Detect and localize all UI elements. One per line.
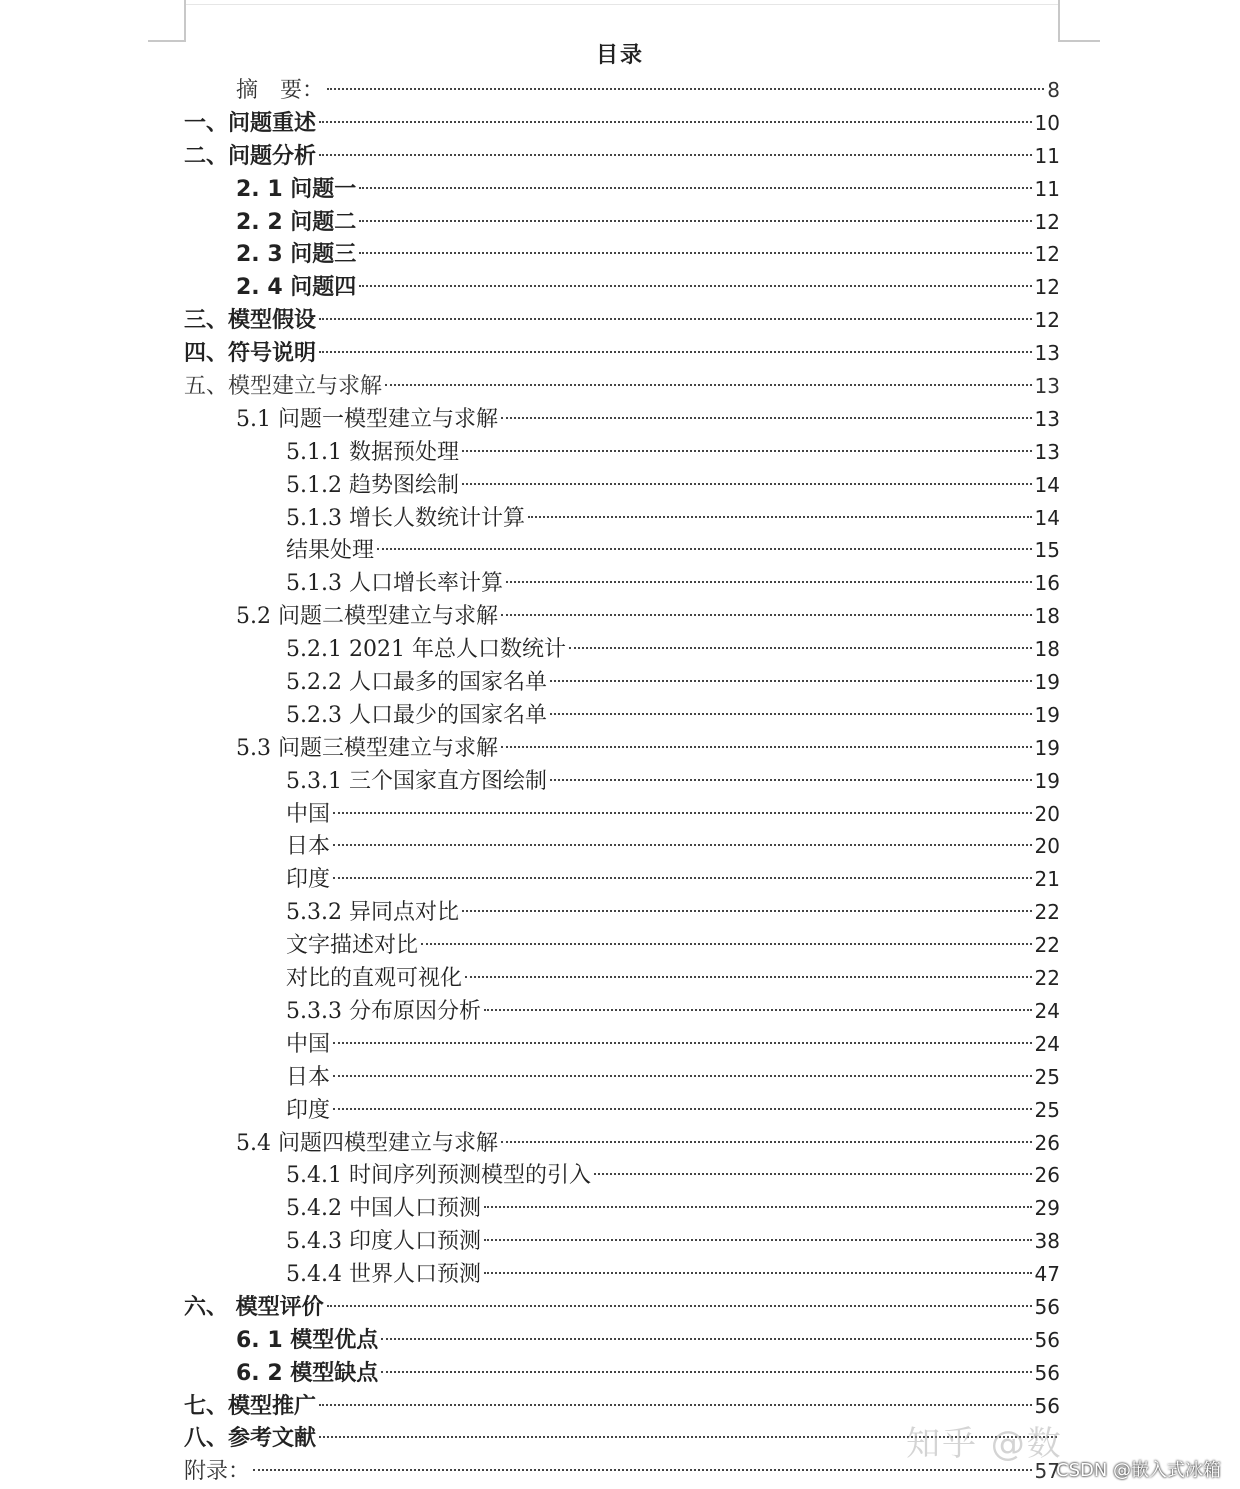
page-top-edge <box>186 4 1058 5</box>
toc-entry-label: 5.1.3 增长人数统计计算 <box>286 505 525 531</box>
toc-entry-label: 2. 3 问题三 <box>236 242 357 268</box>
toc-dot-leader <box>465 976 1032 978</box>
toc-entry-page-number: 25 <box>1034 1097 1060 1122</box>
toc-entry[interactable] <box>184 469 1060 502</box>
toc-entry-page-number: 56 <box>1034 1393 1060 1418</box>
toc-entry[interactable] <box>184 337 1060 370</box>
toc-entry[interactable] <box>184 271 1060 304</box>
toc-entry-label: 印度 <box>286 867 331 893</box>
toc-entry[interactable] <box>184 962 1060 995</box>
toc-entry-page-number: 12 <box>1034 209 1060 234</box>
toc-entry-label: 印度 <box>286 1097 331 1123</box>
toc-entry-label: 5.3 问题三模型建立与求解 <box>236 735 498 761</box>
toc-dot-leader <box>359 252 1031 254</box>
toc-entry-page-number: 25 <box>1034 1064 1060 1089</box>
toc-dot-leader <box>528 516 1032 518</box>
toc-entry[interactable] <box>184 403 1060 436</box>
toc-dot-leader <box>381 1338 1031 1340</box>
toc-entry-label: 6. 2 模型缺点 <box>236 1360 379 1386</box>
toc-entry[interactable] <box>184 666 1060 699</box>
toc-dot-leader <box>594 1173 1032 1175</box>
toc-entry-page-number: 56 <box>1034 1327 1060 1352</box>
toc-entry-page-number: 16 <box>1034 571 1060 596</box>
toc-dot-leader <box>333 812 1032 814</box>
toc-entry-page-number: 38 <box>1034 1229 1060 1254</box>
toc-entry[interactable] <box>184 699 1060 732</box>
toc-dot-leader <box>333 1075 1032 1077</box>
toc-entry[interactable] <box>184 370 1060 403</box>
toc-dot-leader <box>421 943 1032 945</box>
toc-entry-label: 5.2.3 人口最少的国家名单 <box>286 702 547 728</box>
toc-entry-page-number: 22 <box>1034 933 1060 958</box>
toc-entry-label: 2. 1 问题一 <box>236 176 357 202</box>
toc-dot-leader <box>569 647 1032 649</box>
toc-entry[interactable] <box>184 304 1060 337</box>
page-title: 目录 <box>595 43 644 68</box>
toc-entry-label: 5.4 问题四模型建立与求解 <box>236 1130 498 1156</box>
toc-entry-label: 文字描述对比 <box>286 933 419 959</box>
toc-entry-label: 二、问题分析 <box>184 143 317 169</box>
toc-entry-page-number: 20 <box>1034 834 1060 859</box>
toc-entry-label: 5.1.2 趋势图绘制 <box>286 472 459 498</box>
toc-entry-page-number: 56 <box>1034 1294 1060 1319</box>
toc-dot-leader <box>484 1009 1032 1011</box>
toc-entry[interactable] <box>184 798 1060 831</box>
toc-entry-page-number: 24 <box>1034 1031 1060 1056</box>
toc-entry-label: 三、模型假设 <box>184 308 317 334</box>
toc-dot-leader <box>462 450 1032 452</box>
toc-dot-leader <box>319 318 1032 320</box>
toc-entry[interactable] <box>184 1028 1060 1061</box>
toc-entry-label: 5.2 问题二模型建立与求解 <box>236 604 498 630</box>
toc-entry-page-number: 56 <box>1034 1360 1060 1385</box>
toc-entry-page-number: 13 <box>1034 374 1060 399</box>
toc-entry-page-number: 14 <box>1034 505 1060 530</box>
toc-entry-label: 5.3.3 分布原因分析 <box>286 998 481 1024</box>
toc-dot-leader <box>333 877 1032 879</box>
toc-entry-page-number: 57 <box>1034 1459 1060 1484</box>
toc-dot-leader <box>327 1305 1032 1307</box>
toc-entry-label: 5.1 问题一模型建立与求解 <box>236 406 498 432</box>
toc-entry-page-number: 22 <box>1034 966 1060 991</box>
toc-entry-page-number: 10 <box>1034 110 1060 135</box>
toc-dot-leader <box>377 548 1032 550</box>
toc-entry-page-number: 19 <box>1034 702 1060 727</box>
toc-entry-label: 5.4.4 世界人口预测 <box>286 1262 481 1288</box>
toc-dot-leader <box>381 1371 1031 1373</box>
zhihu-watermark: 知乎 @数 <box>906 1424 1063 1464</box>
toc-entry-label: 日本 <box>286 834 331 860</box>
toc-entry-label: 摘 要： <box>236 78 325 103</box>
toc-entry[interactable] <box>184 173 1060 206</box>
toc-entry-page-number: 19 <box>1034 768 1060 793</box>
toc-entry-page-number: 24 <box>1034 998 1060 1023</box>
toc-dot-leader <box>550 680 1032 682</box>
toc-entry[interactable] <box>184 995 1060 1028</box>
toc-entry-page-number: 29 <box>1034 1196 1060 1221</box>
toc-entry-label: 5.3.1 三个国家直方图绘制 <box>286 768 547 794</box>
toc-entry[interactable] <box>184 1094 1060 1127</box>
toc-entry-page-number: 11 <box>1034 143 1060 168</box>
toc-entry[interactable] <box>184 1258 1060 1291</box>
toc-entry-page-number: 47 <box>1034 1262 1060 1287</box>
toc-entry[interactable] <box>184 534 1060 567</box>
toc-entry[interactable] <box>184 600 1060 633</box>
toc-dot-leader <box>501 614 1032 616</box>
toc-dot-leader <box>550 713 1032 715</box>
toc-entry-page-number: 8 <box>1047 78 1060 102</box>
toc-entry-page-number: 11 <box>1034 176 1060 201</box>
toc-entry-label: 五、模型建立与求解 <box>184 374 383 400</box>
toc-dot-leader <box>506 581 1032 583</box>
toc-entry[interactable] <box>184 140 1060 173</box>
toc-entry[interactable] <box>184 74 1060 107</box>
toc-dot-leader <box>319 1404 1032 1406</box>
toc-entry-page-number: 13 <box>1034 406 1060 431</box>
toc-dot-leader <box>385 384 1032 386</box>
toc-entry-label: 6. 1 模型优点 <box>236 1327 379 1353</box>
toc-entry[interactable] <box>184 1159 1060 1192</box>
toc-entry[interactable] <box>184 830 1060 863</box>
toc-entry-label: 5.1.3 人口增长率计算 <box>286 571 503 597</box>
toc-dot-leader <box>462 910 1032 912</box>
toc-entry-page-number: 18 <box>1034 604 1060 629</box>
toc-entry[interactable] <box>184 929 1060 962</box>
toc-dot-leader <box>550 779 1032 781</box>
toc-entry-label: 一、问题重述 <box>184 110 317 136</box>
toc-entry-label: 六、 模型评价 <box>184 1294 324 1320</box>
toc-entry-label: 2. 2 问题二 <box>236 209 357 235</box>
toc-entry-label: 5.4.1 时间序列预测模型的引入 <box>286 1163 591 1189</box>
toc-entry-page-number: 18 <box>1034 637 1060 662</box>
toc-entry-label: 四、符号说明 <box>184 341 317 367</box>
toc-dot-leader <box>501 746 1032 748</box>
toc-dot-leader <box>333 1042 1032 1044</box>
toc-entry-page-number: 20 <box>1034 801 1060 826</box>
toc-entry[interactable] <box>184 1225 1060 1258</box>
toc-entry[interactable] <box>184 567 1060 600</box>
toc-dot-leader <box>462 483 1032 485</box>
toc-dot-leader <box>333 1108 1032 1110</box>
toc-entry-page-number: 15 <box>1034 538 1060 563</box>
toc-entry[interactable] <box>184 1324 1060 1357</box>
toc-entry-label: 5.4.2 中国人口预测 <box>286 1196 481 1222</box>
toc-dot-leader <box>319 121 1032 123</box>
toc-dot-leader <box>319 154 1032 156</box>
toc-entry-label: 日本 <box>286 1064 331 1090</box>
toc-dot-leader <box>484 1206 1032 1208</box>
csdn-watermark: CSDN @嵌入式冰箱 <box>1056 1460 1222 1481</box>
toc-entry[interactable] <box>184 732 1060 765</box>
toc-entry-label: 5.1.1 数据预处理 <box>286 439 459 465</box>
toc-entry-page-number: 21 <box>1034 867 1060 892</box>
toc-entry-label: 5.3.2 异同点对比 <box>286 900 459 926</box>
toc-dot-leader <box>501 1141 1032 1143</box>
toc-entry[interactable] <box>184 1357 1060 1390</box>
toc-entry[interactable] <box>184 1127 1060 1160</box>
toc-entry[interactable] <box>184 436 1060 469</box>
toc-dot-leader <box>359 285 1031 287</box>
toc-dot-leader <box>484 1272 1032 1274</box>
toc-entry-label: 5.2.2 人口最多的国家名单 <box>286 670 547 696</box>
toc-entry[interactable] <box>184 765 1060 798</box>
toc-entry-label: 5.2.1 2021 年总人口数统计 <box>286 637 566 663</box>
toc-entry-page-number: 14 <box>1034 472 1060 497</box>
toc-entry-page-number: 12 <box>1034 308 1060 333</box>
toc-entry-page-number: 13 <box>1034 341 1060 366</box>
toc-entry-page-number: 13 <box>1034 439 1060 464</box>
toc-entry-label: 2. 4 问题四 <box>236 275 357 301</box>
toc-dot-leader <box>253 1469 1032 1471</box>
toc-entry[interactable] <box>184 633 1060 666</box>
toc-dot-leader <box>359 220 1031 222</box>
toc-dot-leader <box>359 187 1031 189</box>
toc-entry-page-number: 26 <box>1034 1163 1060 1188</box>
toc-entry-page-number: 19 <box>1034 670 1060 695</box>
crop-mark-top-left-vertical <box>184 0 186 42</box>
table-of-contents <box>184 74 1060 1488</box>
toc-entry-label: 附录： <box>184 1459 251 1485</box>
toc-entry-label: 5.4.3 印度人口预测 <box>286 1229 481 1255</box>
toc-entry-page-number: 22 <box>1034 900 1060 925</box>
toc-dot-leader <box>333 844 1032 846</box>
toc-entry[interactable] <box>184 863 1060 896</box>
toc-entry[interactable] <box>184 1061 1060 1094</box>
toc-entry-label: 七、模型推广 <box>184 1393 317 1419</box>
toc-entry[interactable] <box>184 206 1060 239</box>
toc-entry-label: 八、参考文献 <box>184 1425 317 1451</box>
toc-entry[interactable] <box>184 1291 1060 1324</box>
toc-entry[interactable] <box>184 896 1060 929</box>
toc-entry-label: 中国 <box>286 1031 331 1057</box>
toc-entry-page-number: 12 <box>1034 275 1060 300</box>
toc-dot-leader <box>501 417 1032 419</box>
toc-dot-leader <box>484 1239 1032 1241</box>
toc-dot-leader <box>319 351 1032 353</box>
toc-entry[interactable] <box>184 238 1060 271</box>
crop-mark-top-right-vertical <box>1058 0 1060 42</box>
toc-entry-label: 结果处理 <box>286 538 375 564</box>
toc-entry[interactable] <box>184 107 1060 140</box>
toc-entry-page-number: 19 <box>1034 735 1060 760</box>
toc-entry-label: 中国 <box>286 801 331 827</box>
toc-entry-label: 对比的直观可视化 <box>286 966 463 992</box>
toc-entry[interactable] <box>184 1192 1060 1225</box>
toc-dot-leader <box>327 88 1044 90</box>
toc-entry-page-number: 12 <box>1034 242 1060 267</box>
toc-entry[interactable] <box>184 502 1060 535</box>
toc-entry-page-number: 26 <box>1034 1130 1060 1155</box>
